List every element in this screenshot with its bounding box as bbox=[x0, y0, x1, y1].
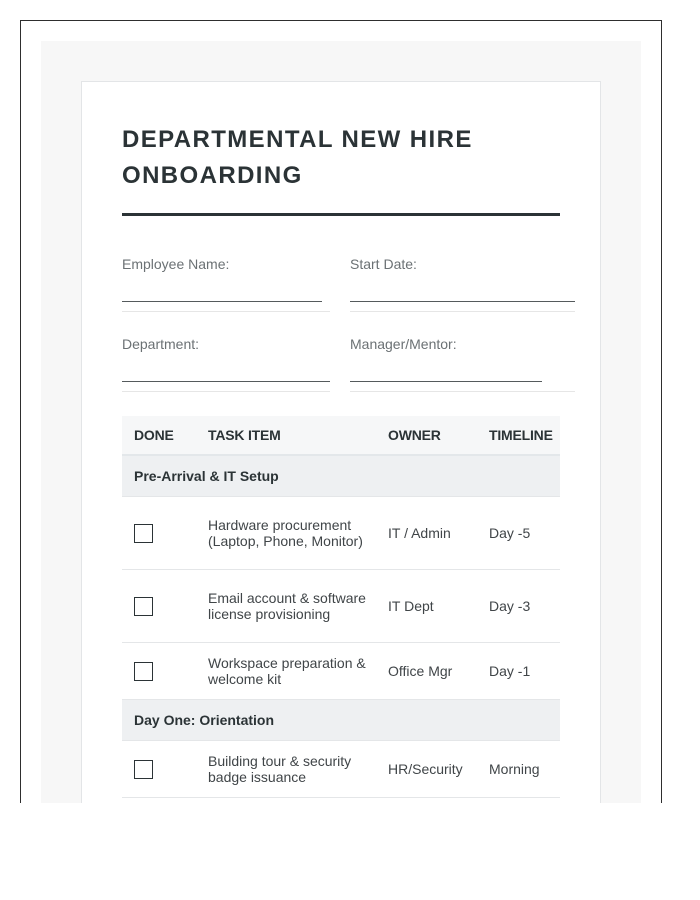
column-header-owner: OWNER bbox=[376, 416, 477, 455]
document-viewport[interactable] bbox=[20, 20, 662, 803]
task-checkbox[interactable] bbox=[134, 760, 153, 779]
department-field[interactable] bbox=[122, 336, 330, 392]
start-date-label: Start Date: bbox=[350, 256, 417, 272]
section-title: Pre-Arrival & IT Setup bbox=[122, 455, 560, 497]
table-row bbox=[122, 741, 560, 798]
column-header-timeline: TIMELINE bbox=[477, 416, 560, 455]
employee-name-field[interactable] bbox=[122, 256, 330, 312]
task-item: Hardware procurement (Laptop, Phone, Monitor) bbox=[196, 497, 376, 570]
start-date-input-line[interactable] bbox=[350, 287, 575, 302]
task-checkbox[interactable] bbox=[134, 524, 153, 543]
task-timeline: Day -5 bbox=[477, 497, 560, 570]
manager-mentor-label: Manager/Mentor: bbox=[350, 336, 457, 352]
onboarding-task-table bbox=[122, 416, 560, 798]
task-owner: Office Mgr bbox=[376, 643, 477, 700]
task-checkbox[interactable] bbox=[134, 662, 153, 681]
page-title: DEPARTMENTAL NEW HIRE ONBOARDING bbox=[122, 126, 473, 189]
section-row-pre-arrival bbox=[122, 455, 560, 497]
section-row-day-one bbox=[122, 700, 560, 741]
start-date-field[interactable] bbox=[350, 256, 575, 312]
manager-mentor-input-line[interactable] bbox=[350, 367, 542, 382]
section-title: Day One: Orientation bbox=[122, 700, 560, 741]
column-header-done: DONE bbox=[122, 416, 196, 455]
department-input-line[interactable] bbox=[122, 367, 330, 382]
manager-mentor-field[interactable] bbox=[350, 336, 575, 392]
task-checkbox[interactable] bbox=[134, 597, 153, 616]
task-owner: HR/Security bbox=[376, 741, 477, 798]
table-row bbox=[122, 497, 560, 570]
task-item: Email account & software license provisioning bbox=[196, 570, 376, 643]
task-owner: IT / Admin bbox=[376, 497, 477, 570]
table-row bbox=[122, 570, 560, 643]
onboarding-form-card bbox=[81, 81, 601, 803]
employee-name-input-line[interactable] bbox=[122, 287, 322, 302]
task-owner: IT Dept bbox=[376, 570, 477, 643]
title-divider bbox=[122, 213, 560, 216]
column-header-task-item: TASK ITEM bbox=[196, 416, 376, 455]
table-header-row bbox=[122, 416, 560, 455]
task-timeline: Day -3 bbox=[477, 570, 560, 643]
task-timeline: Day -1 bbox=[477, 643, 560, 700]
task-item: Building tour & security badge issuance bbox=[196, 741, 376, 798]
task-item: Workspace preparation & welcome kit bbox=[196, 643, 376, 700]
employee-name-label: Employee Name: bbox=[122, 256, 230, 272]
department-label: Department: bbox=[122, 336, 200, 352]
table-row bbox=[122, 643, 560, 700]
page-background bbox=[41, 41, 641, 803]
task-timeline: Morning bbox=[477, 741, 560, 798]
